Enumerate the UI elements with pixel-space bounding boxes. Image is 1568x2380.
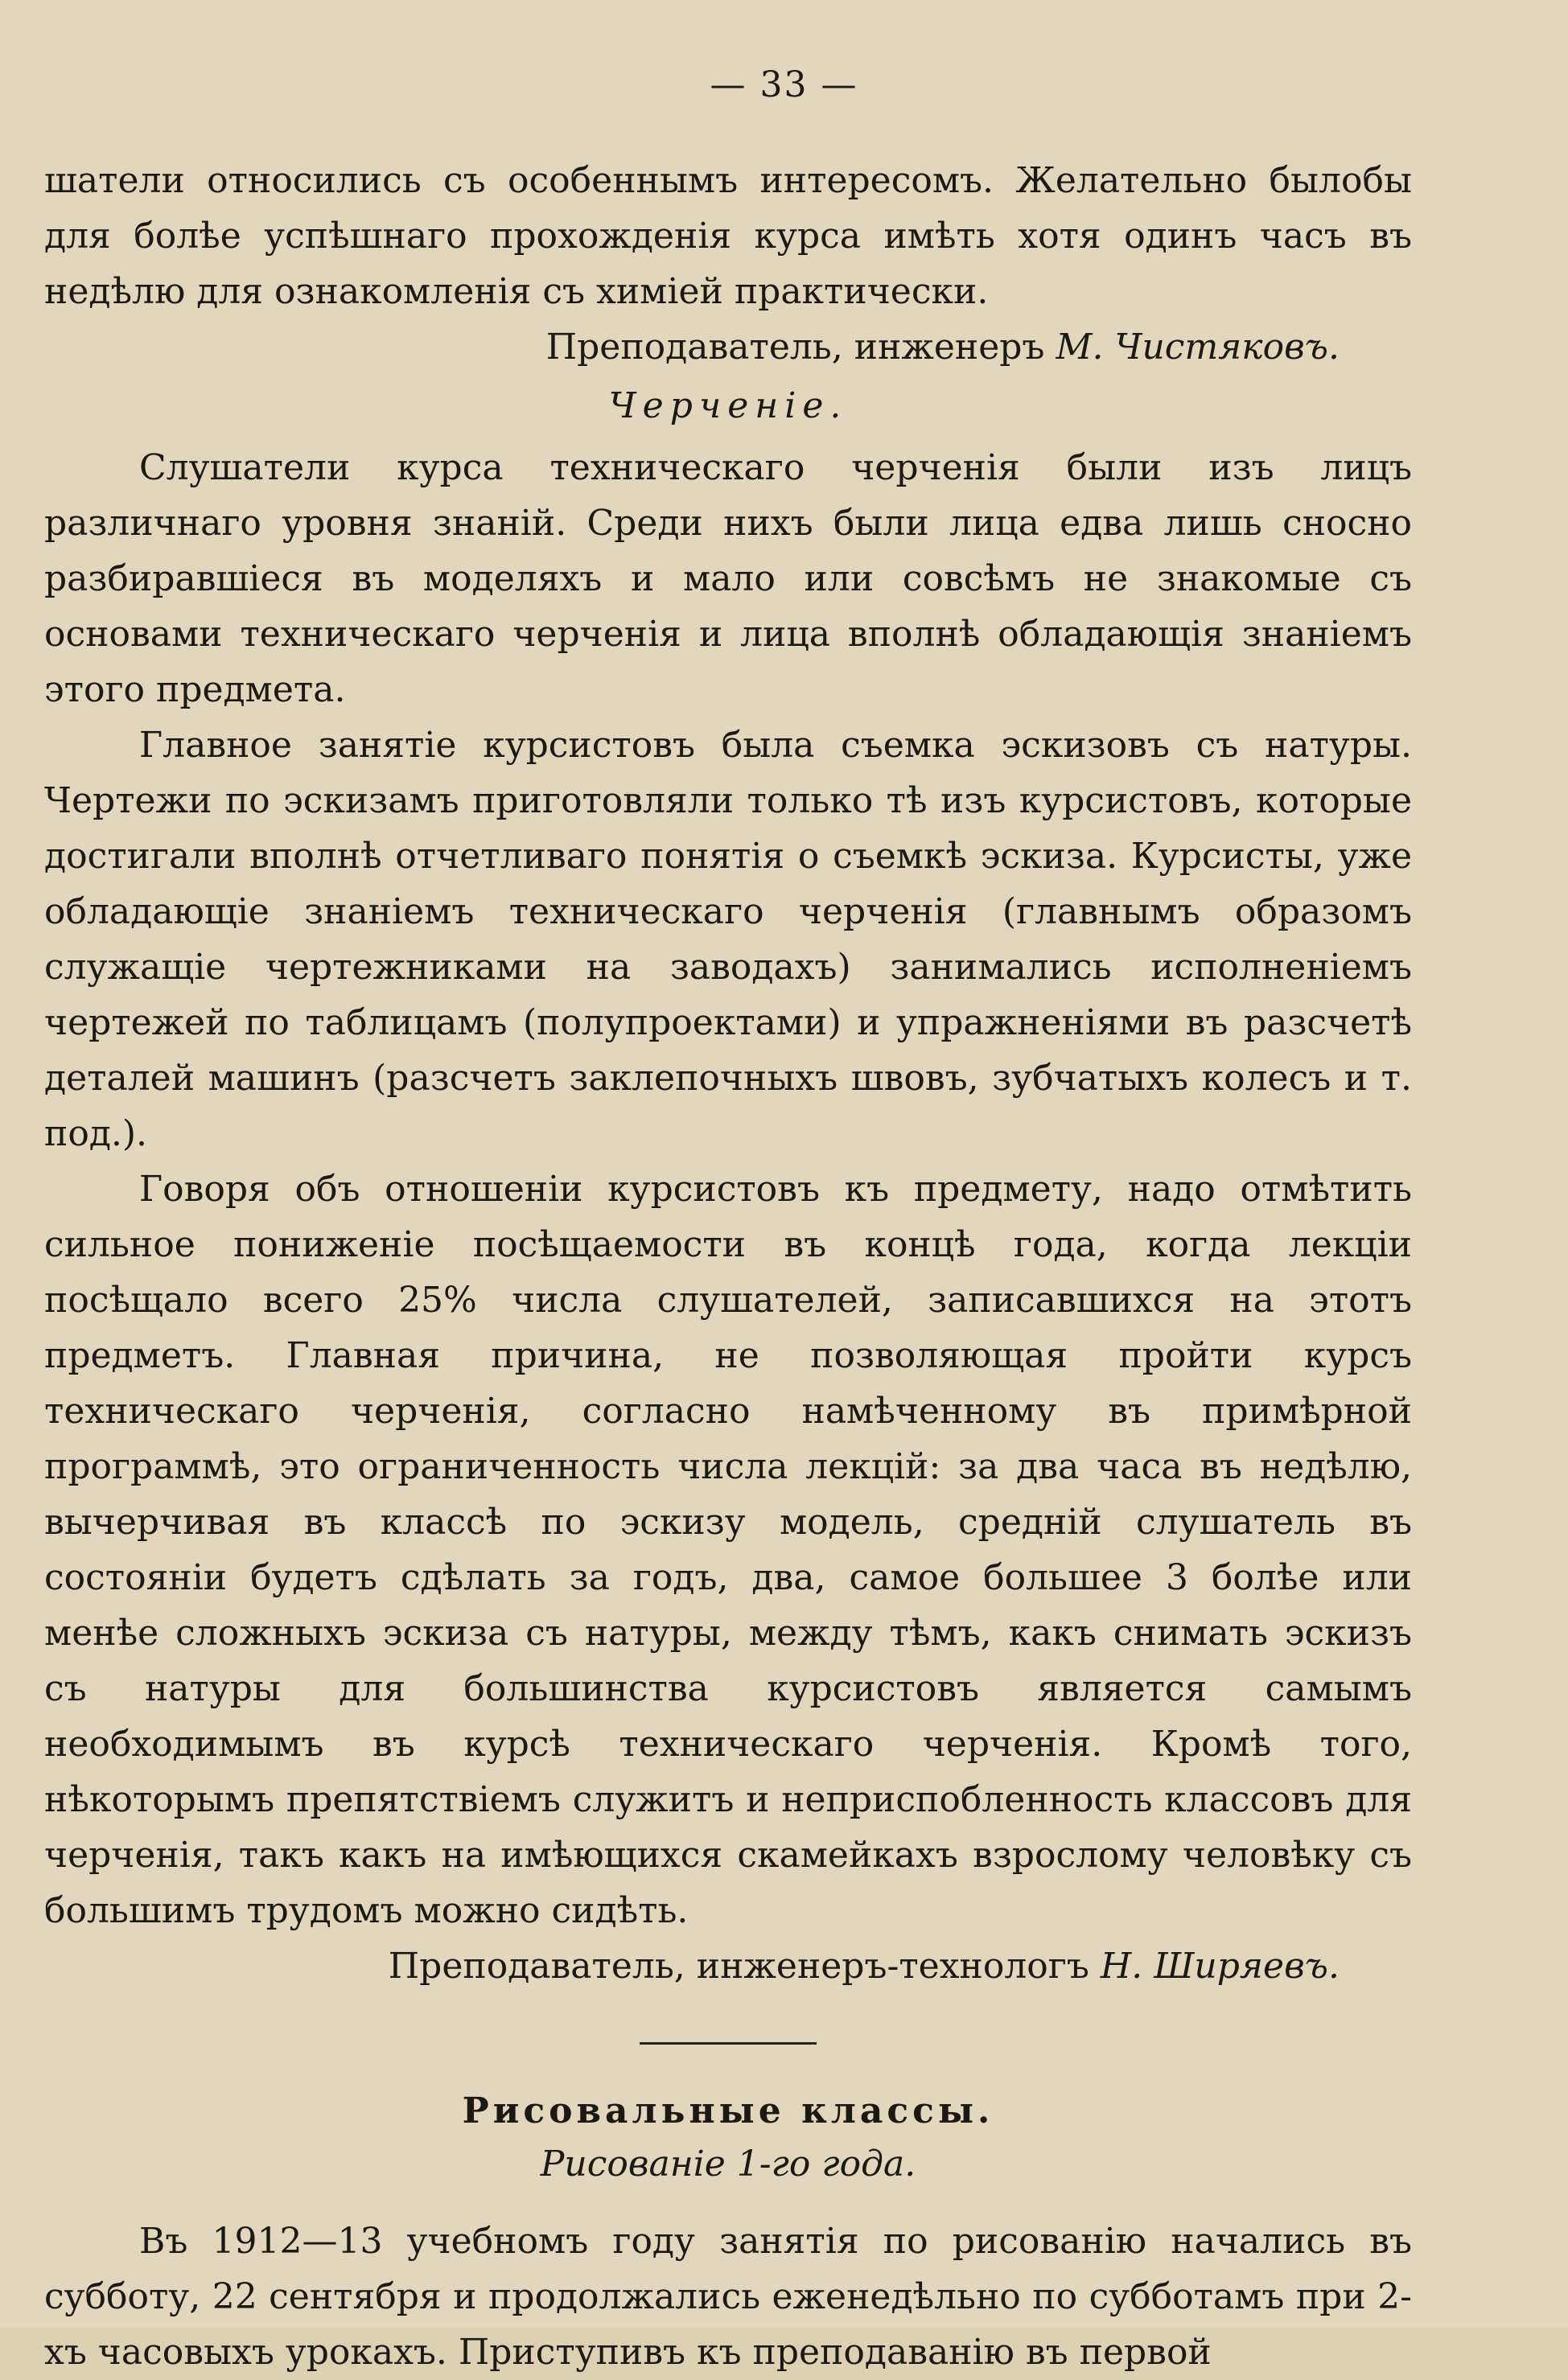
drafting-paragraph-1: Слушатели курса техническаго черченія были изъ лицъ различнаго уровня знаній. Среди нихъ были лица едва лишь сносно разбиравшіеся въ моделяхъ и мало или совсѣмъ не знакомые съ основами техническаго черченія и лица вполнѣ обладающія знаніемъ этого предмета. [44, 447, 1412, 710]
page-number: — 33 — [710, 64, 858, 105]
signature-prefix: Преподаватель, инженеръ-технологъ [388, 1946, 1089, 1987]
page-body [44, 153, 1412, 2380]
drawing-classes-heading: Рисовальные классы. [462, 2090, 994, 2131]
drafting-signature [44, 1938, 1412, 1994]
signature-name: М. Чистяковъ. [1056, 327, 1340, 368]
signature-name: Н. Ширяевъ. [1100, 1946, 1340, 1987]
section-divider-rule [640, 2042, 817, 2045]
drafting-paragraph-3: Говоря объ отношеніи курсистовъ къ предмету, надо отмѣтить сильное пониженіе посѣщаемости въ концѣ года, когда лекціи посѣщало всего 25% числа слушателей, записавшихся на этотъ предметъ. Главная причина, не позволяющая пройти курсъ техническаго черченія, согласно намѣченному въ примѣрной программѣ, это ограниченность числа лекцій: за два часа въ недѣлю, вычерчивая въ классѣ по эскизу модель, средній слушатель въ состояніи будетъ сдѣлать за годъ, два, самое большее 3 болѣе или менѣе сложныхъ эскиза съ натуры, между тѣмъ, какъ снимать эскизъ съ натуры для большинства курсистовъ является самымъ необходимымъ въ курсѣ техническаго черченія. Кромѣ того, нѣкоторымъ препятствіемъ служитъ и неприспобленность классовъ для черченія, такъ какъ на имѣющихся скамейкахъ взрослому человѣку съ большимъ трудомъ можно сидѣть. [44, 1169, 1412, 1931]
chemistry-report-tail-paragraph: шатели относились съ особеннымъ интересомъ. Желательно былобы для болѣе успѣшнаго прохожденія курса имѣть хотя одинъ часъ въ недѣлю для ознакомленія съ химіей практически. [44, 160, 1412, 312]
signature-prefix: Преподаватель, инженеръ [545, 327, 1045, 368]
drafting-paragraph-2: Главное занятіе курсистовъ была съемка эскизовъ съ натуры. Чертежи по эскизамъ приготовляли только тѣ изъ курсистовъ, которые достигали вполнѣ отчетливаго понятія о съемкѣ эскиза. Курсисты, уже обладающіе знаніемъ техническаго черченія (главнымъ образомъ служащіе чертежниками на заводахъ) занимались исполненіемъ чертежей по таблицамъ (полупроектами) и упражненіями въ разсчетѣ деталей машинъ (разсчетъ заклепочныхъ швовъ, зубчатыхъ колесъ и т. под.). [44, 725, 1412, 1154]
drawing-first-year-subheading: Рисованіе 1-го года. [540, 2144, 916, 2185]
drawing-paragraph-1: Въ 1912—13 учебномъ году занятія по рисованію начались въ субботу, 22 сентября и продолжались еженедѣльно по субботамъ при 2-хъ часовыхъ урокахъ. Приступивъ къ преподаванію въ первой [44, 2221, 1412, 2373]
chemistry-signature [44, 319, 1412, 375]
drafting-section-title: Черченіе. [608, 385, 848, 426]
